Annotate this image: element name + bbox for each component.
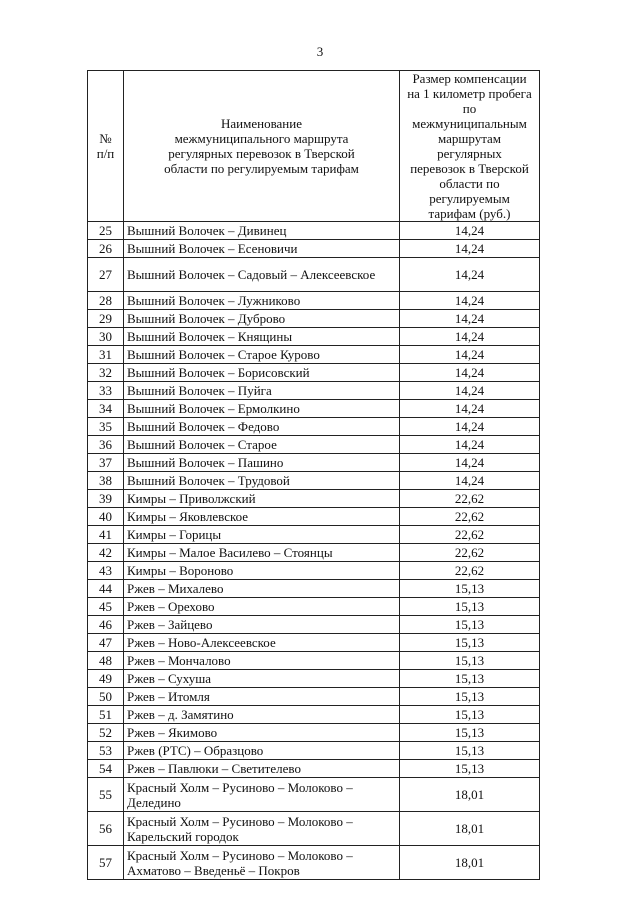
route-name: Вышний Волочек – Пашино <box>124 454 400 472</box>
routes-table <box>87 70 540 880</box>
route-name: Кимры – Приволжский <box>124 490 400 508</box>
compensation-rate: 14,24 <box>400 382 540 400</box>
table-row <box>88 346 540 364</box>
table-row <box>88 310 540 328</box>
table-row <box>88 688 540 706</box>
route-name: Вышний Волочек – Пуйга <box>124 382 400 400</box>
table-row <box>88 490 540 508</box>
table-row <box>88 616 540 634</box>
route-name: Вышний Волочек – Трудовой <box>124 472 400 490</box>
row-number: 29 <box>88 310 124 328</box>
row-number: 28 <box>88 292 124 310</box>
route-name: Кимры – Яковлевское <box>124 508 400 526</box>
table-row <box>88 418 540 436</box>
table-header-row <box>88 71 540 222</box>
route-name: Вышний Волочек – Федово <box>124 418 400 436</box>
compensation-rate: 15,13 <box>400 652 540 670</box>
route-name: Вышний Волочек – Княщины <box>124 328 400 346</box>
table-row <box>88 742 540 760</box>
compensation-rate: 14,24 <box>400 364 540 382</box>
compensation-rate: 14,24 <box>400 240 540 258</box>
table-body <box>88 222 540 880</box>
route-name: Ржев – Орехово <box>124 598 400 616</box>
compensation-rate: 15,13 <box>400 742 540 760</box>
route-name: Вышний Волочек – Ермолкино <box>124 400 400 418</box>
header-compensation-rate: Размер компенсации на 1 километр пробега по межмуниципальным маршрутам регулярных перевозок в Тверской области по регулируемым тарифам (руб.) <box>400 71 540 222</box>
route-name: Ржев – Сухуша <box>124 670 400 688</box>
route-name: Ржев – д. Замятино <box>124 706 400 724</box>
row-number: 49 <box>88 670 124 688</box>
compensation-rate: 15,13 <box>400 670 540 688</box>
table-row <box>88 472 540 490</box>
row-number: 37 <box>88 454 124 472</box>
row-number: 45 <box>88 598 124 616</box>
compensation-rate: 14,24 <box>400 454 540 472</box>
table-row <box>88 562 540 580</box>
row-number: 26 <box>88 240 124 258</box>
row-number: 54 <box>88 760 124 778</box>
compensation-rate: 14,24 <box>400 346 540 364</box>
table-row <box>88 240 540 258</box>
compensation-rate: 18,01 <box>400 846 540 880</box>
row-number: 56 <box>88 812 124 846</box>
row-number: 33 <box>88 382 124 400</box>
row-number: 30 <box>88 328 124 346</box>
route-name: Вышний Волочек – Дуброво <box>124 310 400 328</box>
compensation-rate: 22,62 <box>400 544 540 562</box>
route-name: Кимры – Вороново <box>124 562 400 580</box>
table-row <box>88 328 540 346</box>
compensation-rate: 15,13 <box>400 616 540 634</box>
route-name: Вышний Волочек – Старое Курово <box>124 346 400 364</box>
row-number: 53 <box>88 742 124 760</box>
table-row <box>88 258 540 292</box>
route-name: Вышний Волочек – Садовый – Алексеевское <box>124 258 400 292</box>
route-name: Вышний Волочек – Дивинец <box>124 222 400 240</box>
table-row <box>88 652 540 670</box>
route-name: Ржев – Мончалово <box>124 652 400 670</box>
compensation-rate: 15,13 <box>400 706 540 724</box>
row-number: 57 <box>88 846 124 880</box>
row-number: 47 <box>88 634 124 652</box>
table-row <box>88 508 540 526</box>
table-row <box>88 598 540 616</box>
route-name: Вышний Волочек – Есеновичи <box>124 240 400 258</box>
row-number: 52 <box>88 724 124 742</box>
table-row <box>88 544 540 562</box>
row-number: 35 <box>88 418 124 436</box>
route-name: Вышний Волочек – Старое <box>124 436 400 454</box>
table-row <box>88 580 540 598</box>
row-number: 44 <box>88 580 124 598</box>
row-number: 40 <box>88 508 124 526</box>
row-number: 25 <box>88 222 124 240</box>
compensation-rate: 14,24 <box>400 472 540 490</box>
compensation-rate: 15,13 <box>400 598 540 616</box>
compensation-rate: 14,24 <box>400 436 540 454</box>
compensation-rate: 15,13 <box>400 580 540 598</box>
table-row <box>88 670 540 688</box>
row-number: 48 <box>88 652 124 670</box>
row-number: 46 <box>88 616 124 634</box>
compensation-rate: 14,24 <box>400 400 540 418</box>
table-row <box>88 436 540 454</box>
table-row <box>88 706 540 724</box>
table-row <box>88 526 540 544</box>
route-name: Кимры – Малое Василево – Стоянцы <box>124 544 400 562</box>
row-number: 51 <box>88 706 124 724</box>
compensation-rate: 15,13 <box>400 688 540 706</box>
row-number: 31 <box>88 346 124 364</box>
route-name: Ржев – Якимово <box>124 724 400 742</box>
row-number: 39 <box>88 490 124 508</box>
route-name: Ржев – Павлюки – Светителево <box>124 760 400 778</box>
row-number: 42 <box>88 544 124 562</box>
table-row <box>88 846 540 880</box>
header-route-name: Наименование межмуниципального маршрута регулярных перевозок в Тверской области по регулируемым тарифам <box>124 71 400 222</box>
compensation-rate: 22,62 <box>400 508 540 526</box>
compensation-rate: 18,01 <box>400 778 540 812</box>
route-name: Ржев – Ново-Алексеевское <box>124 634 400 652</box>
row-number: 55 <box>88 778 124 812</box>
compensation-rate: 15,13 <box>400 724 540 742</box>
row-number: 36 <box>88 436 124 454</box>
page-number: 3 <box>316 44 324 59</box>
table-row <box>88 812 540 846</box>
row-number: 41 <box>88 526 124 544</box>
route-name: Вышний Волочек – Лужниково <box>124 292 400 310</box>
table-row <box>88 292 540 310</box>
row-number: 43 <box>88 562 124 580</box>
table-row <box>88 760 540 778</box>
route-name: Ржев – Михалево <box>124 580 400 598</box>
row-number: 38 <box>88 472 124 490</box>
compensation-rate: 22,62 <box>400 526 540 544</box>
row-number: 34 <box>88 400 124 418</box>
table-row <box>88 724 540 742</box>
compensation-rate: 14,24 <box>400 310 540 328</box>
row-number: 32 <box>88 364 124 382</box>
compensation-rate: 14,24 <box>400 418 540 436</box>
compensation-rate: 14,24 <box>400 292 540 310</box>
compensation-rate: 14,24 <box>400 328 540 346</box>
table-row <box>88 364 540 382</box>
route-name: Ржев – Итомля <box>124 688 400 706</box>
route-name: Красный Холм – Русиново – Молоково – Деледино <box>124 778 400 812</box>
route-name: Красный Холм – Русиново – Молоково – Ахматово – Введеньё – Покров <box>124 846 400 880</box>
compensation-rate: 22,62 <box>400 490 540 508</box>
compensation-rate: 22,62 <box>400 562 540 580</box>
compensation-rate: 14,24 <box>400 222 540 240</box>
route-name: Кимры – Горицы <box>124 526 400 544</box>
row-number: 50 <box>88 688 124 706</box>
table-row <box>88 400 540 418</box>
route-name: Красный Холм – Русиново – Молоково – Карельский городок <box>124 812 400 846</box>
table-row <box>88 382 540 400</box>
compensation-rate: 15,13 <box>400 760 540 778</box>
table-row <box>88 454 540 472</box>
row-number: 27 <box>88 258 124 292</box>
compensation-rate: 15,13 <box>400 634 540 652</box>
table-row <box>88 222 540 240</box>
route-name: Вышний Волочек – Борисовский <box>124 364 400 382</box>
route-name: Ржев – Зайцево <box>124 616 400 634</box>
compensation-rate: 14,24 <box>400 258 540 292</box>
table-row <box>88 634 540 652</box>
table-row <box>88 778 540 812</box>
compensation-rate: 18,01 <box>400 812 540 846</box>
header-number: № п/п <box>88 71 124 222</box>
route-name: Ржев (РТС) – Образцово <box>124 742 400 760</box>
